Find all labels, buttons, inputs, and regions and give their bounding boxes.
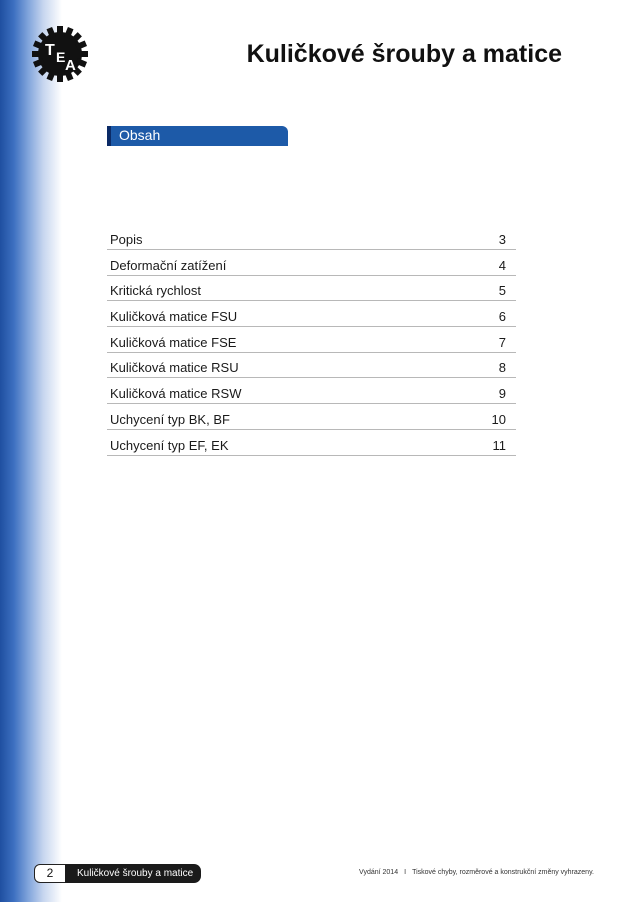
- toc-row[interactable]: [107, 328, 516, 353]
- toc-item-label: Uchycení typ EF, EK: [110, 437, 229, 453]
- toc-item-label: Popis: [110, 232, 143, 247]
- footer-separator: I: [404, 869, 407, 876]
- toc-row[interactable]: [107, 431, 516, 456]
- footer-note: [359, 869, 594, 876]
- toc-row[interactable]: [107, 379, 516, 404]
- toc-item-page: 7: [498, 334, 506, 350]
- toc-item-label: Kritická rychlost: [110, 283, 202, 299]
- toc-item-label: Deformační zatížení: [110, 257, 227, 273]
- company-logo-gear-icon: [30, 24, 90, 84]
- footer-document-label: Kuličkové šrouby a matice: [65, 864, 201, 883]
- table-of-contents: [107, 225, 516, 456]
- toc-item-page: 5: [498, 283, 506, 299]
- footer-edition: Vydání 2014: [359, 869, 399, 876]
- toc-item-page: 9: [498, 386, 506, 402]
- section-tab-contents: [107, 126, 288, 146]
- toc-item-label: Kuličková matice RSW: [110, 386, 242, 402]
- toc-row[interactable]: [107, 225, 516, 250]
- side-gradient-band: [0, 0, 62, 902]
- section-tab-label: Obsah: [119, 127, 161, 143]
- toc-item-label: Kuličková matice FSU: [110, 309, 238, 325]
- toc-row[interactable]: [107, 353, 516, 378]
- toc-row[interactable]: [107, 276, 516, 301]
- toc-item-page: 11: [492, 437, 506, 453]
- section-tab-marker: [107, 126, 111, 146]
- logo-letter-a: A: [65, 57, 76, 74]
- toc-item-label: Uchycení typ BK, BF: [110, 411, 230, 427]
- toc-item-page: 8: [498, 360, 506, 376]
- toc-item-page: 6: [498, 309, 506, 325]
- toc-item-label: Kuličková matice RSU: [110, 360, 239, 376]
- page-number: 2: [34, 864, 66, 883]
- toc-row[interactable]: [107, 405, 516, 430]
- logo-letter-t: T: [45, 42, 55, 59]
- page-title: Kuličkové šrouby a matice: [246, 40, 562, 68]
- toc-item-page: 10: [491, 411, 506, 427]
- footer-disclaimer: Tiskové chyby, rozměrové a konstrukční změny vyhrazeny.: [412, 869, 594, 876]
- toc-row[interactable]: [107, 302, 516, 327]
- toc-item-label: Kuličková matice FSE: [110, 334, 237, 350]
- toc-item-page: 3: [498, 232, 506, 247]
- toc-row[interactable]: [107, 251, 516, 276]
- toc-item-page: 4: [498, 257, 506, 273]
- logo-letter-e: E: [56, 49, 66, 65]
- page-footer: [34, 864, 604, 882]
